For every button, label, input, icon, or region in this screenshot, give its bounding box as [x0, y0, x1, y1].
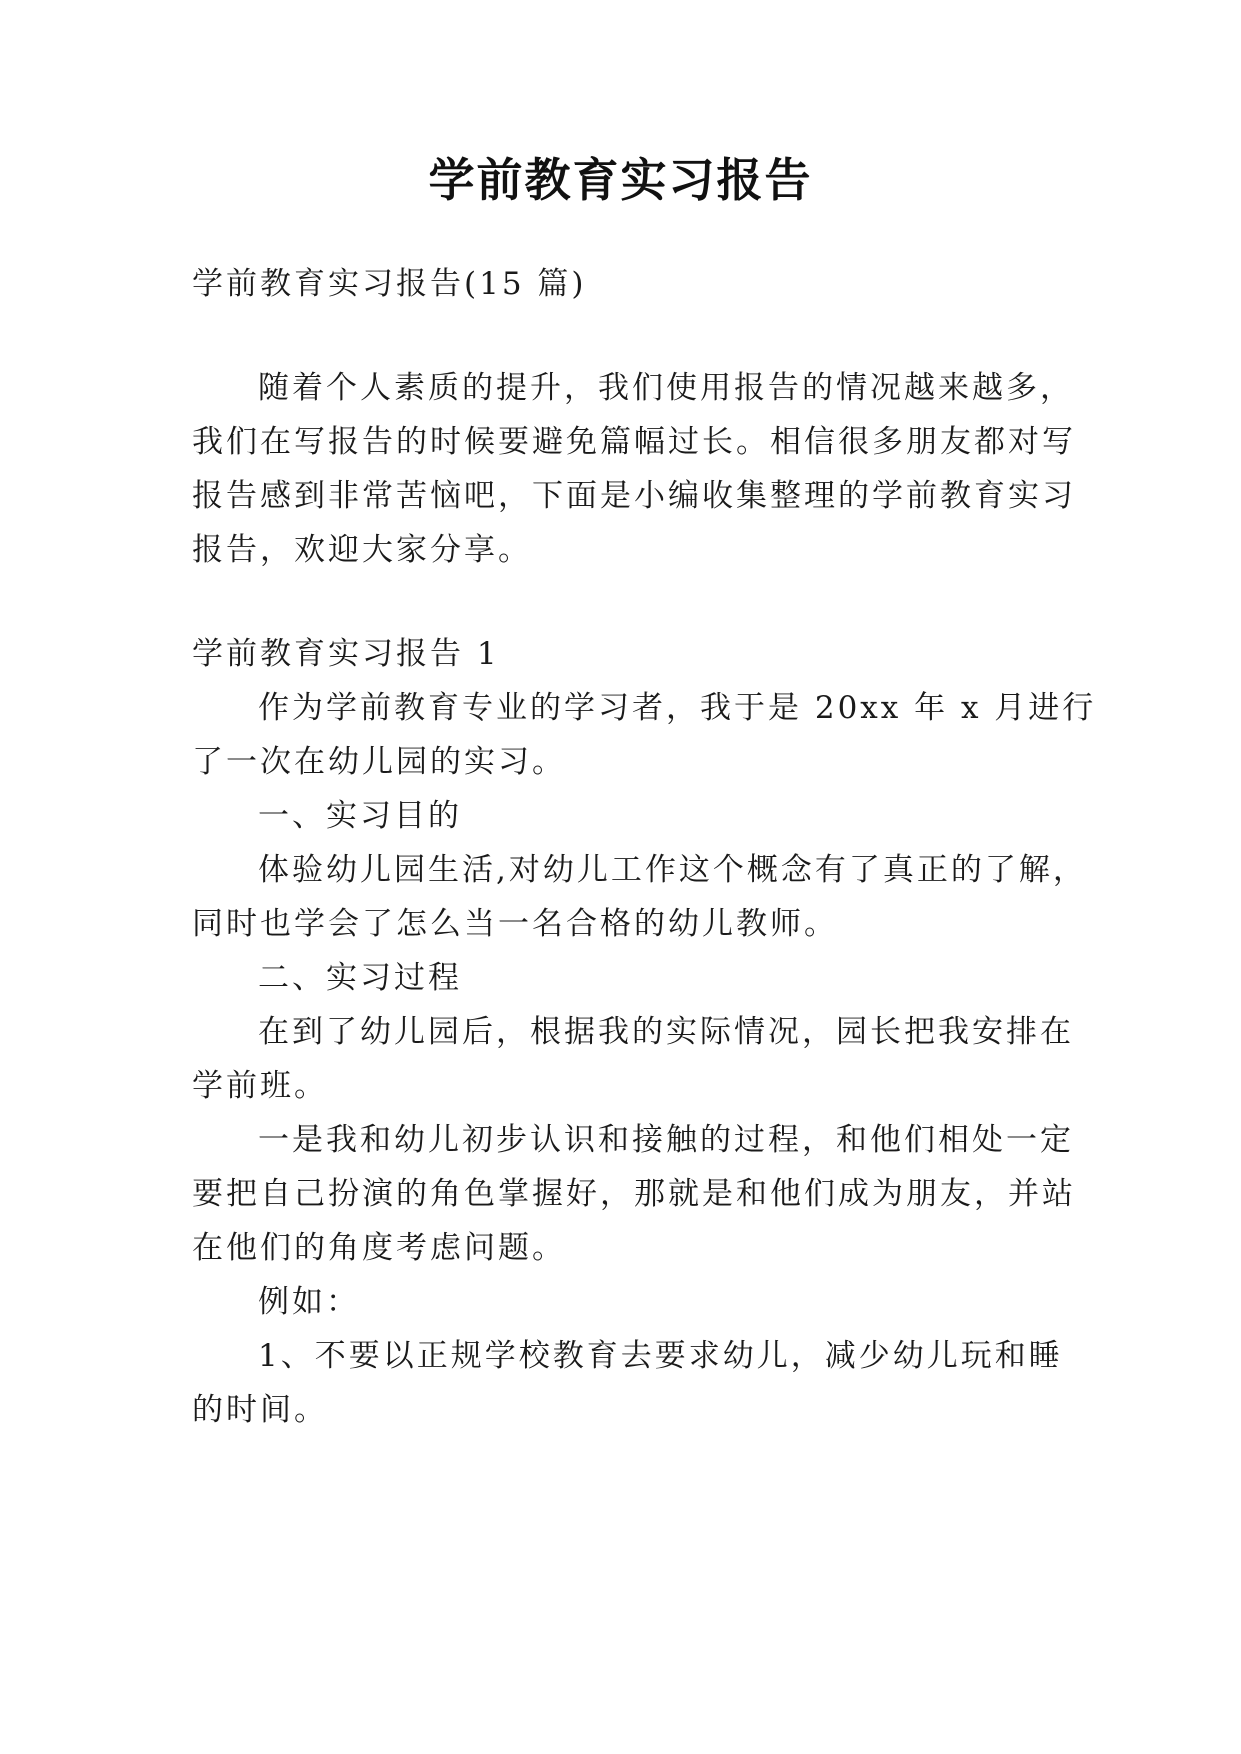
intro-line: 报告，欢迎大家分享。	[192, 532, 532, 568]
body-line: 的时间。	[192, 1392, 328, 1428]
body-line: 体验幼儿园生活,对幼儿工作这个概念有了真正的了解，	[258, 852, 1087, 888]
document-subtitle: 学前教育实习报告(15 篇)	[192, 266, 587, 302]
body-line: 要把自己扮演的角色掌握好，那就是和他们成为朋友，并站	[192, 1176, 1076, 1212]
body-line: 一是我和幼儿初步认识和接触的过程，和他们相处一定	[258, 1122, 1074, 1158]
body-line: 例如：	[258, 1284, 360, 1320]
body-line: 学前班。	[192, 1068, 328, 1104]
intro-line: 我们在写报告的时候要避免篇幅过长。相信很多朋友都对写	[192, 424, 1076, 460]
subheading-process: 二、实习过程	[258, 960, 462, 996]
body-line: 作为学前教育专业的学习者，我于是 20xx 年 x 月进行	[258, 690, 1097, 726]
body-line: 在到了幼儿园后，根据我的实际情况，园长把我安排在	[258, 1014, 1074, 1050]
body-line: 1、不要以正规学校教育去要求幼儿，减少幼儿玩和睡	[258, 1338, 1063, 1374]
section-heading: 学前教育实习报告 1	[192, 636, 500, 672]
body-line: 在他们的角度考虑问题。	[192, 1230, 566, 1266]
intro-line: 报告感到非常苦恼吧，下面是小编收集整理的学前教育实习	[192, 478, 1076, 514]
body-line: 同时也学会了怎么当一名合格的幼儿教师。	[192, 906, 838, 942]
intro-line: 随着个人素质的提升，我们使用报告的情况越来越多，	[258, 370, 1074, 406]
body-line: 了一次在幼儿园的实习。	[192, 744, 566, 780]
subheading-purpose: 一、实习目的	[258, 798, 462, 834]
document-title: 学前教育实习报告	[428, 153, 813, 207]
